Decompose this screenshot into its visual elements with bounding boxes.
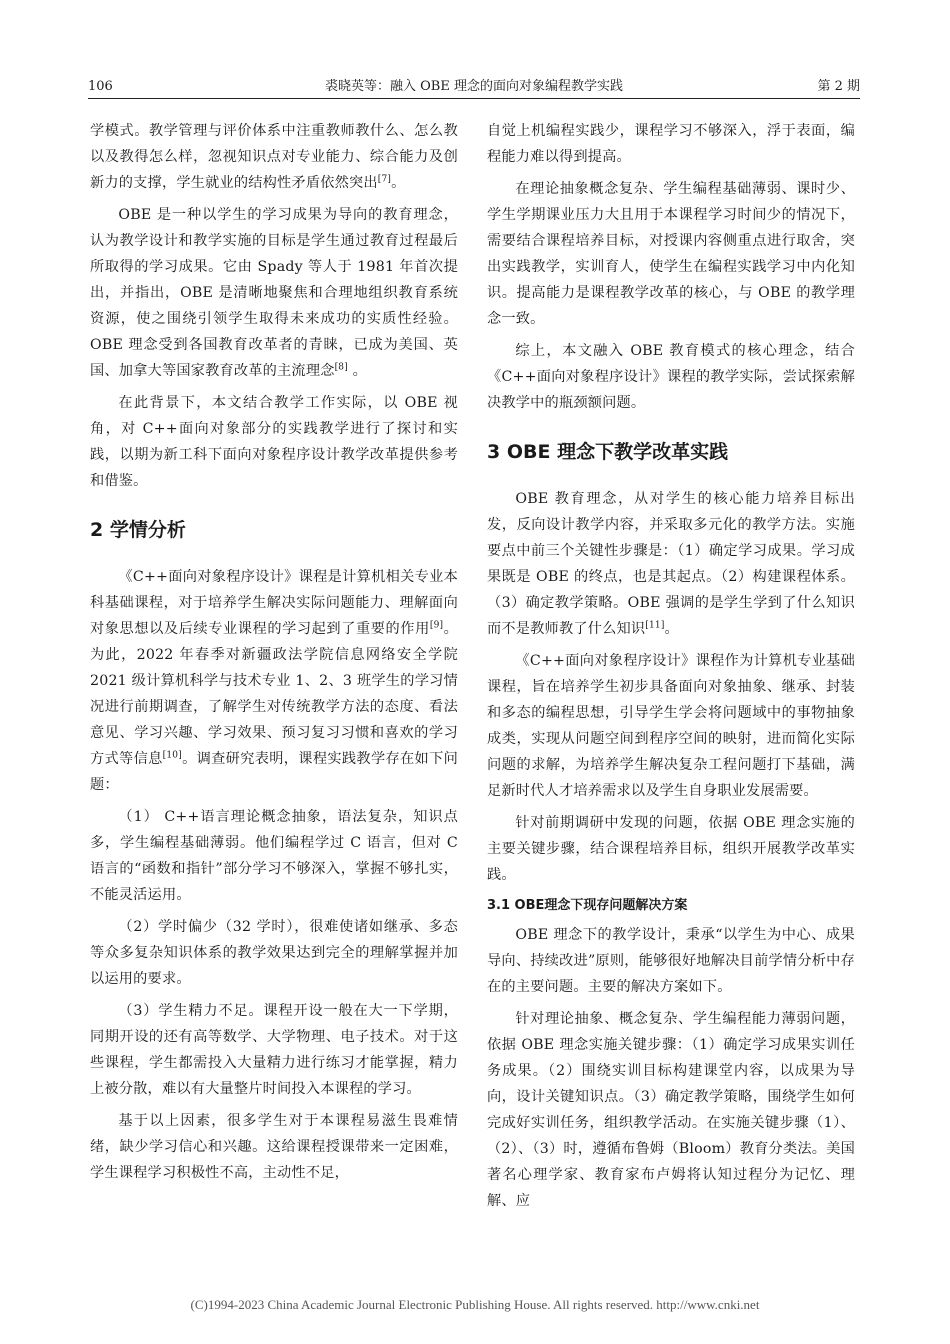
paragraph: 在理论抽象概念复杂、学生编程基础薄弱、课时少、学生学期课业压力大且用于本课程学习时间少的情况下，需要结合课程培养目标，对授课内容侧重点进行取舍，突出实践教学，实训育人，使学生在编程实践学习中内化知识。提高能力是课程教学改革的核心，与 OBE 的教学理念一致。 — [487, 181, 855, 327]
paragraph: OBE 教育理念，从对学生的核心能力培养目标出发，反向设计教学内容，并采取多元化的教学方法。实施要点中前三个关键性步骤是：（1）确定学习成果。学习成果既是 OBE 的终点，也是其起点。（2）构建课程体系。（3）确定教学策略。OBE 强调的是学生学到了什么知识而不是教师教了什么知识[11]。 — [487, 491, 855, 637]
section-heading-3: 3 OBE 理念下教学改革实践 — [487, 441, 729, 463]
citation[interactable]: [11] — [645, 620, 665, 631]
paragraph: OBE 理念下的教学设计，秉承“以学生为中心、成果导向、持续改进”原则，能够很好地解决目前学情分析中存在的主要问题。主要的解决方案如下。 — [487, 927, 855, 995]
citation[interactable]: [7] — [377, 174, 392, 185]
right-column — [487, 118, 855, 1220]
citation[interactable]: [8] — [334, 362, 348, 373]
running-header — [88, 76, 860, 99]
paragraph: 在此背景下，本文结合教学工作实际，以 OBE 视角，对 C++面向对象部分的实践教学进行了探讨和实践，以期为新工科下面向对象程序设计教学改革提供参考和借鉴。 — [90, 395, 458, 489]
paragraph: 《C++面向对象程序设计》课程作为计算机专业基础课程，旨在培养学生初步具备面向对象抽象、继承、封装和多态的编程思想，引导学生学会将问题域中的事物抽象成类，实现从问题空间到程序空间的映射，进而简化实际问题的求解，为培养学生解决复杂工程问题打下基础，满足新时代人才培养需求以及学生自身职业发展需要。 — [487, 653, 855, 799]
subsection-heading-3-1: 3.1 OBE理念下现存问题解决方案 — [487, 898, 688, 913]
paragraph: （1） C++语言理论概念抽象，语法复杂，知识点多，学生编程基础薄弱。他们编程学过 C 语言，但对 C 语言的“函数和指针”部分学习不够深入，掌握不够扎实，不能灵活运用。 — [90, 809, 458, 903]
paragraph: 针对理论抽象、概念复杂、学生编程能力薄弱问题，依据 OBE 理念实施关键步骤：（1）确定学习成果实训任务成果。（2）围绕实训目标构建课堂内容，以成果为导向，设计关键知识点。（3）确定教学策略，围绕学生如何完成好实训任务，组织教学活动。在实施关键步骤（1）、（2）、（3）时，遵循布鲁姆（Bloom）教育分类法。美国著名心理学家、教育家布卢姆将认知过程分为记忆、理解、应 — [487, 1011, 855, 1209]
left-column — [90, 118, 458, 1192]
paragraph: （3）学生精力不足。课程开设一般在大一下学期，同期开设的还有高等数学、大学物理、电子技术。对于这些课程，学生都需投入大量精力进行练习才能掌握，精力上被分散，难以有大量整片时间投入本课程的学习。 — [90, 1003, 458, 1097]
citation[interactable]: [9] — [429, 620, 444, 631]
paragraph: 《C++面向对象程序设计》课程是计算机相关专业本科基础课程，对于培养学生解决实际问题能力、理解面向对象思想以及后续专业课程的学习起到了重要的作用[9]。为此，2022 年春季对新疆政法学院信息网络安全学院 2021 级计算机科学与技术专业 1、2、3 班学生的学习情况进行前期调查，了解学生对传统教学方法的态度、看法意见、学习兴趣、学习效果、预习复习习惯和喜欢的学习方式等信息[10]。调查研究表明，课程实践教学存在如下问题： — [90, 569, 458, 793]
paragraph: 针对前期调研中发现的问题，依据 OBE 理念实施的主要关键步骤，结合课程培养目标，组织开展教学改革实践。 — [487, 815, 855, 883]
issue-number: 第 2 期 — [817, 79, 860, 94]
page-number: 106 — [88, 79, 113, 94]
paragraph: 综上，本文融入 OBE 教育模式的核心理念，结合《C++面向对象程序设计》课程的教学实际，尝试探索解决教学中的瓶颈额问题。 — [487, 343, 855, 411]
paragraph: 学模式。教学管理与评价体系中注重教师教什么、怎么教以及教得怎么样，忽视知识点对专业能力、综合能力及创新力的支撑，学生就业的结构性矛盾依然突出[7]。 — [90, 123, 458, 191]
paragraph: （2）学时偏少（32 学时），很难使诸如继承、多态等众多复杂知识体系的教学效果达到完全的理解掌握并加以运用的要求。 — [90, 919, 458, 987]
paragraph: 基于以上因素，很多学生对于本课程易滋生畏难情绪，缺少学习信心和兴趣。这给课程授课带来一定困难，学生课程学习积极性不高，主动性不足， — [90, 1113, 458, 1181]
paragraph: 自觉上机编程实践少，课程学习不够深入，浮于表面，编程能力难以得到提高。 — [487, 123, 855, 165]
running-title: 裘晓英等：融入 OBE 理念的面向对象编程教学实践 — [325, 79, 623, 94]
copyright-footer: (C)1994-2023 China Academic Journal Electronic Publishing House. All rights reserved. http://www.cnki.net — [190, 1297, 760, 1312]
paragraph: OBE 是一种以学生的学习成果为导向的教育理念，认为教学设计和教学实施的目标是学生通过教育过程最后所取得的学习成果。它由 Spady 等人于 1981 年首次提出，并指出，OBE 是清晰地聚焦和合理地组织教育系统资源，使之围绕引领学生取得未来成功的实质性经验。OBE 理念受到各国教育改革者的青睐，已成为美国、英国、加拿大等国家教育改革的主流理念[8] 。 — [90, 207, 458, 379]
citation[interactable]: [10] — [162, 750, 182, 761]
section-heading-2: 2 学情分析 — [90, 519, 186, 541]
